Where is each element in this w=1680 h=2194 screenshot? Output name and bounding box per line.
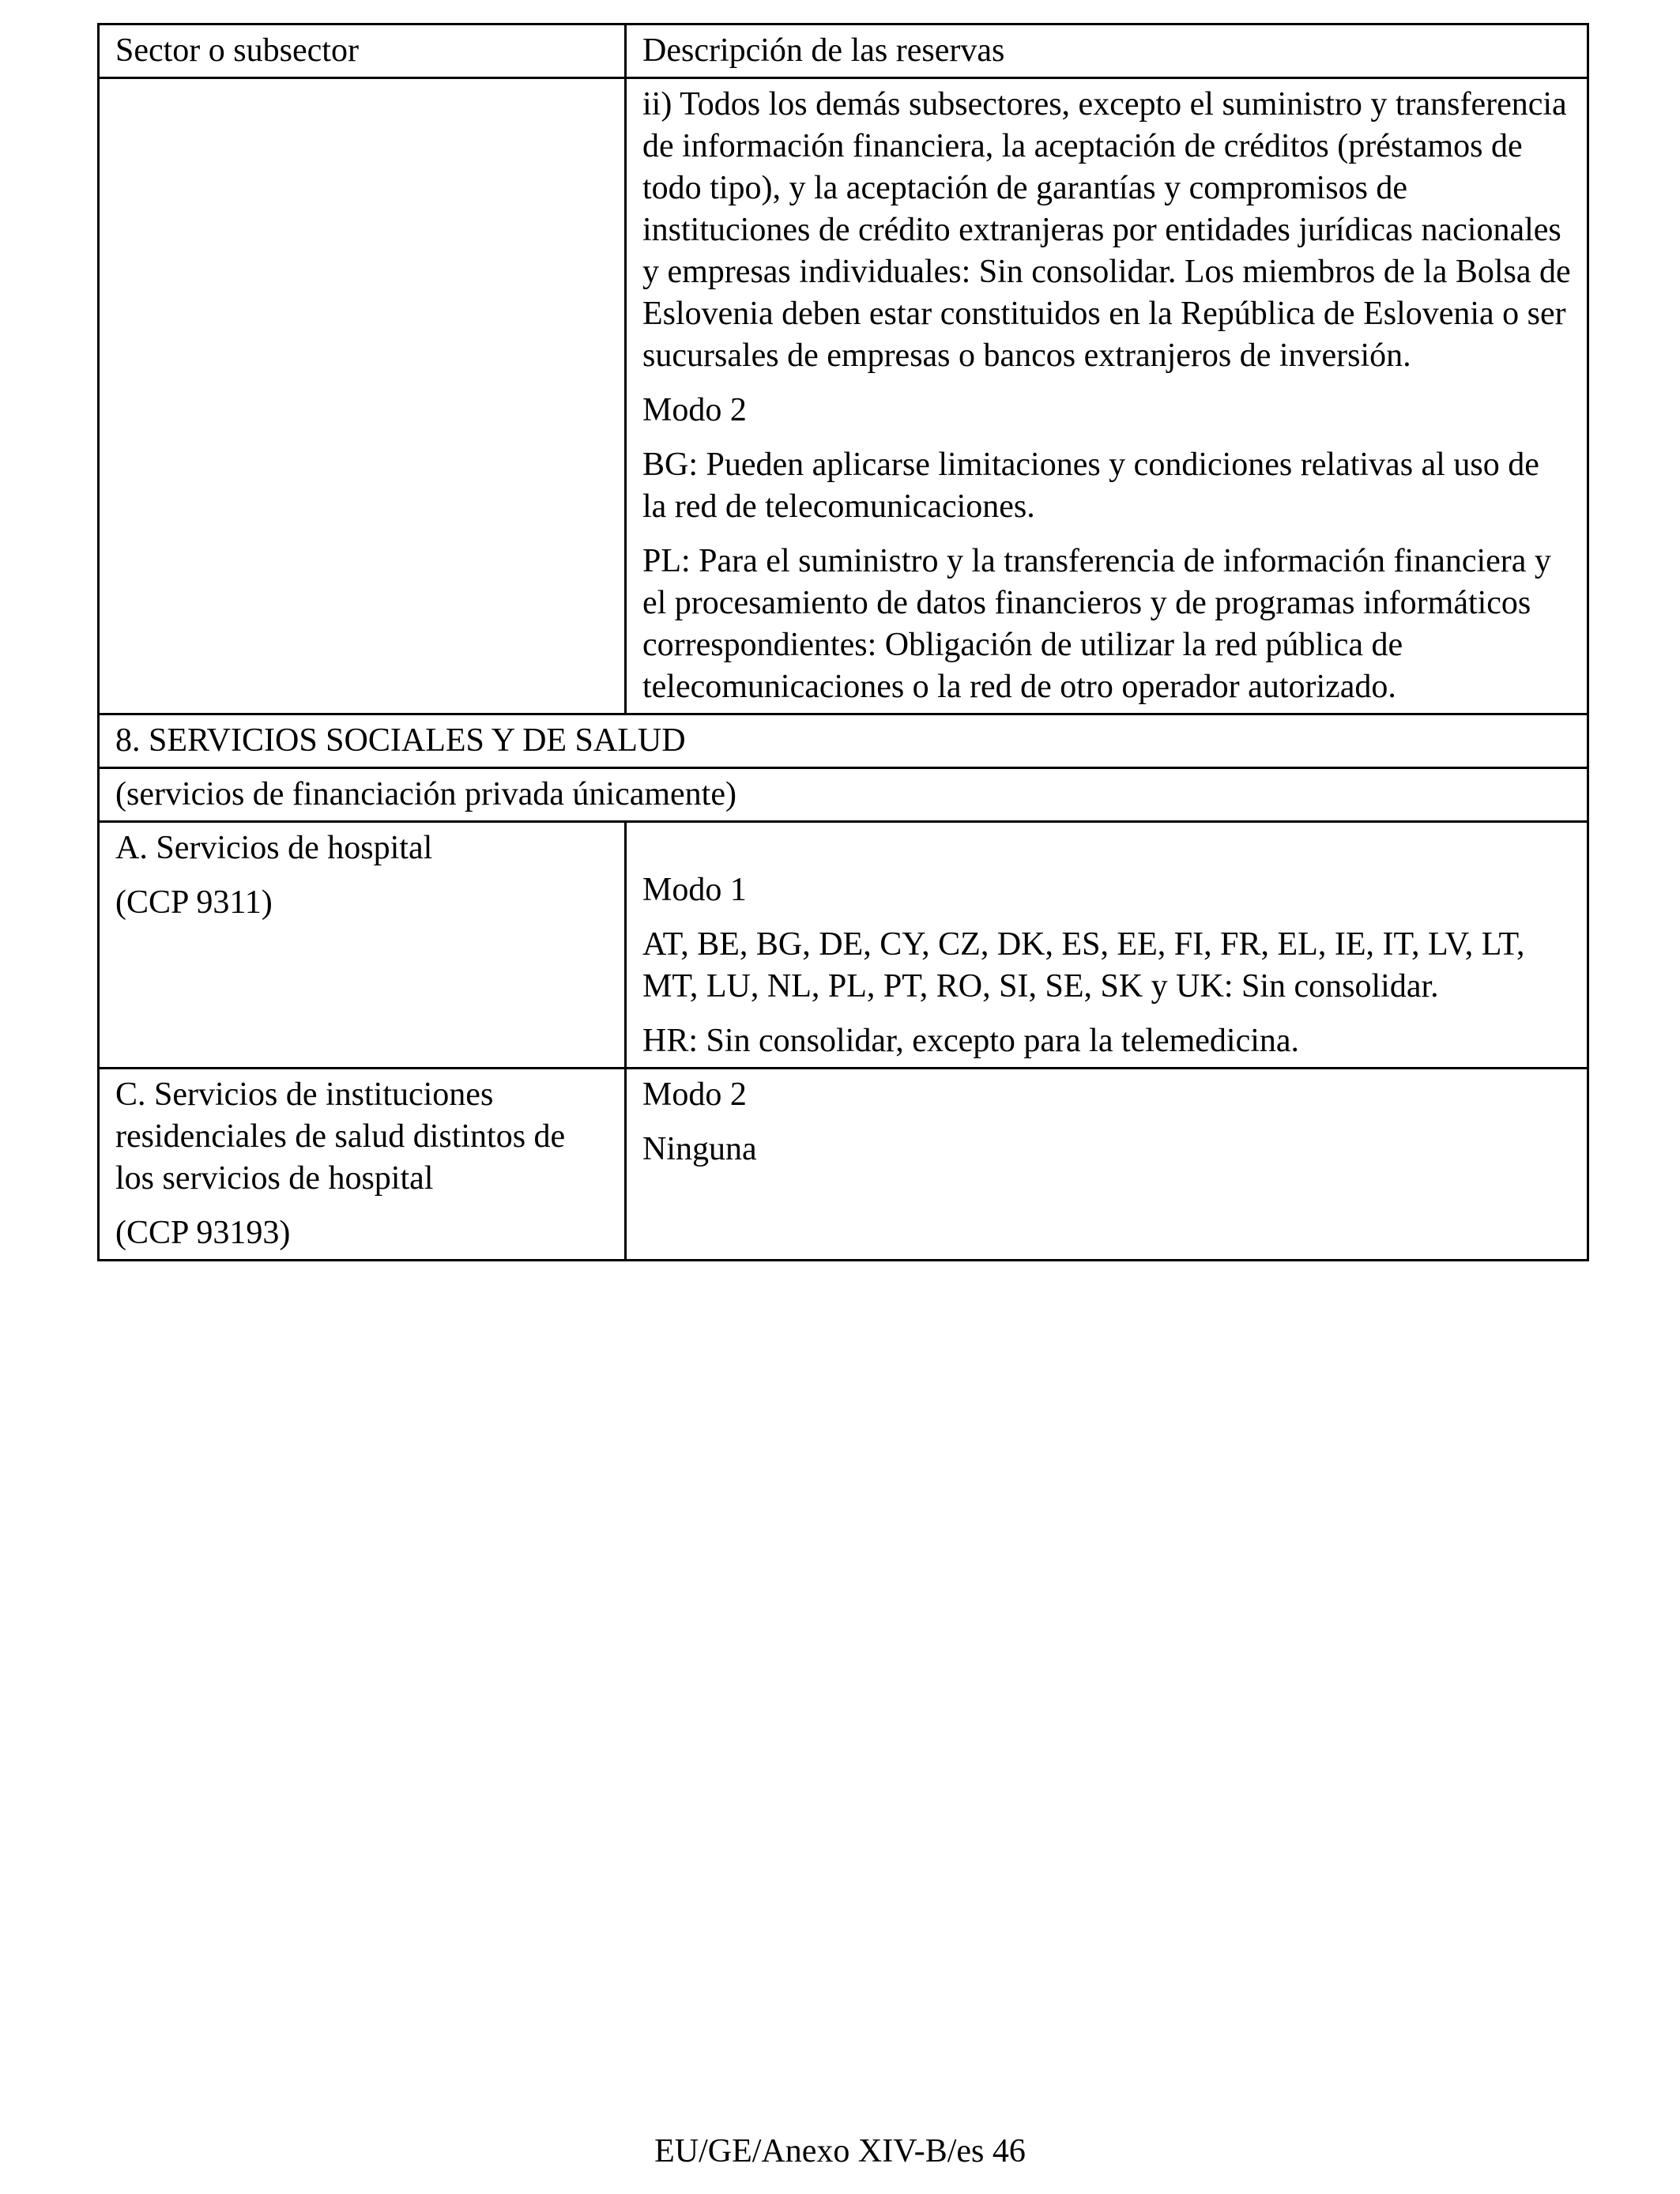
hospital-description-cell — [626, 822, 1588, 1069]
section-subheading: (servicios de financiación privada únicamente) — [99, 768, 1588, 822]
hospital-paragraph-countries: AT, BE, BG, DE, CY, CZ, DK, ES, EE, FI, FR, EL, IE, IT, LV, LT, MT, LU, NL, PL, PT, RO, SI, SE, SK y UK: Sin consolidar. — [642, 926, 1525, 1005]
residential-paragraph-mode2: Modo 2 — [642, 1076, 747, 1113]
page-footer-reference: EU/GE/Anexo XIV-B/es 46 — [654, 2133, 1026, 2169]
section-heading: 8. SERVICIOS SOCIALES Y DE SALUD — [99, 714, 1588, 768]
table-header-row — [99, 25, 1588, 78]
residential-sector-cell — [99, 1069, 626, 1261]
hospital-description-spacer — [642, 827, 1571, 869]
row1-paragraph-pl: PL: Para el suministro y la transferencia de información financiera y el procesamiento de datos financieros y de programas informáticos correspondientes: Obligación de utilizar la red pública de telecomunicaciones o la red de otro operador autorizado. — [642, 543, 1551, 705]
hospital-sector-code: (CCP 9311) — [115, 884, 273, 921]
row1-paragraph-mode2: Modo 2 — [642, 392, 747, 428]
section-heading-row — [99, 714, 1588, 768]
table-row — [99, 1069, 1588, 1261]
table-row — [99, 822, 1588, 1069]
hospital-sector-name: A. Servicios de hospital — [115, 830, 433, 866]
hospital-sector-cell — [99, 822, 626, 1069]
hospital-paragraph-hr: HR: Sin consolidar, excepto para la telemedicina. — [642, 1023, 1300, 1059]
reservations-table — [97, 23, 1589, 1261]
row1-description-cell — [626, 78, 1588, 714]
residential-description-cell — [626, 1069, 1588, 1261]
table-row — [99, 78, 1588, 714]
residential-paragraph-none: Ninguna — [642, 1131, 757, 1167]
section-subheading-row — [99, 768, 1588, 822]
hospital-paragraph-mode1: Modo 1 — [642, 872, 747, 908]
row1-paragraph-bg: BG: Pueden aplicarse limitaciones y condiciones relativas al uso de la red de telecomunicaciones. — [642, 447, 1539, 525]
header-description: Descripción de las reservas — [626, 25, 1588, 78]
residential-sector-name: C. Servicios de instituciones residenciales de salud distintos de los servicios de hospital — [115, 1076, 566, 1197]
row1-sector-cell — [99, 78, 626, 714]
residential-sector-code: (CCP 93193) — [115, 1215, 291, 1251]
row1-paragraph-subsectors: ii) Todos los demás subsectores, excepto el suministro y transferencia de información financiera, la aceptación de créditos (préstamos de todo tipo), y la aceptación de garantías y compromisos de instituciones de crédito extranjeras por entidades jurídicas nacionales y empresas individuales: Sin consolidar. Los miembros de la Bolsa de Eslovenia deben estar constituidos en la República de Eslovenia o ser sucursales de empresas o bancos extranjeros de inversión. — [642, 86, 1571, 374]
header-sector: Sector o subsector — [99, 25, 626, 78]
